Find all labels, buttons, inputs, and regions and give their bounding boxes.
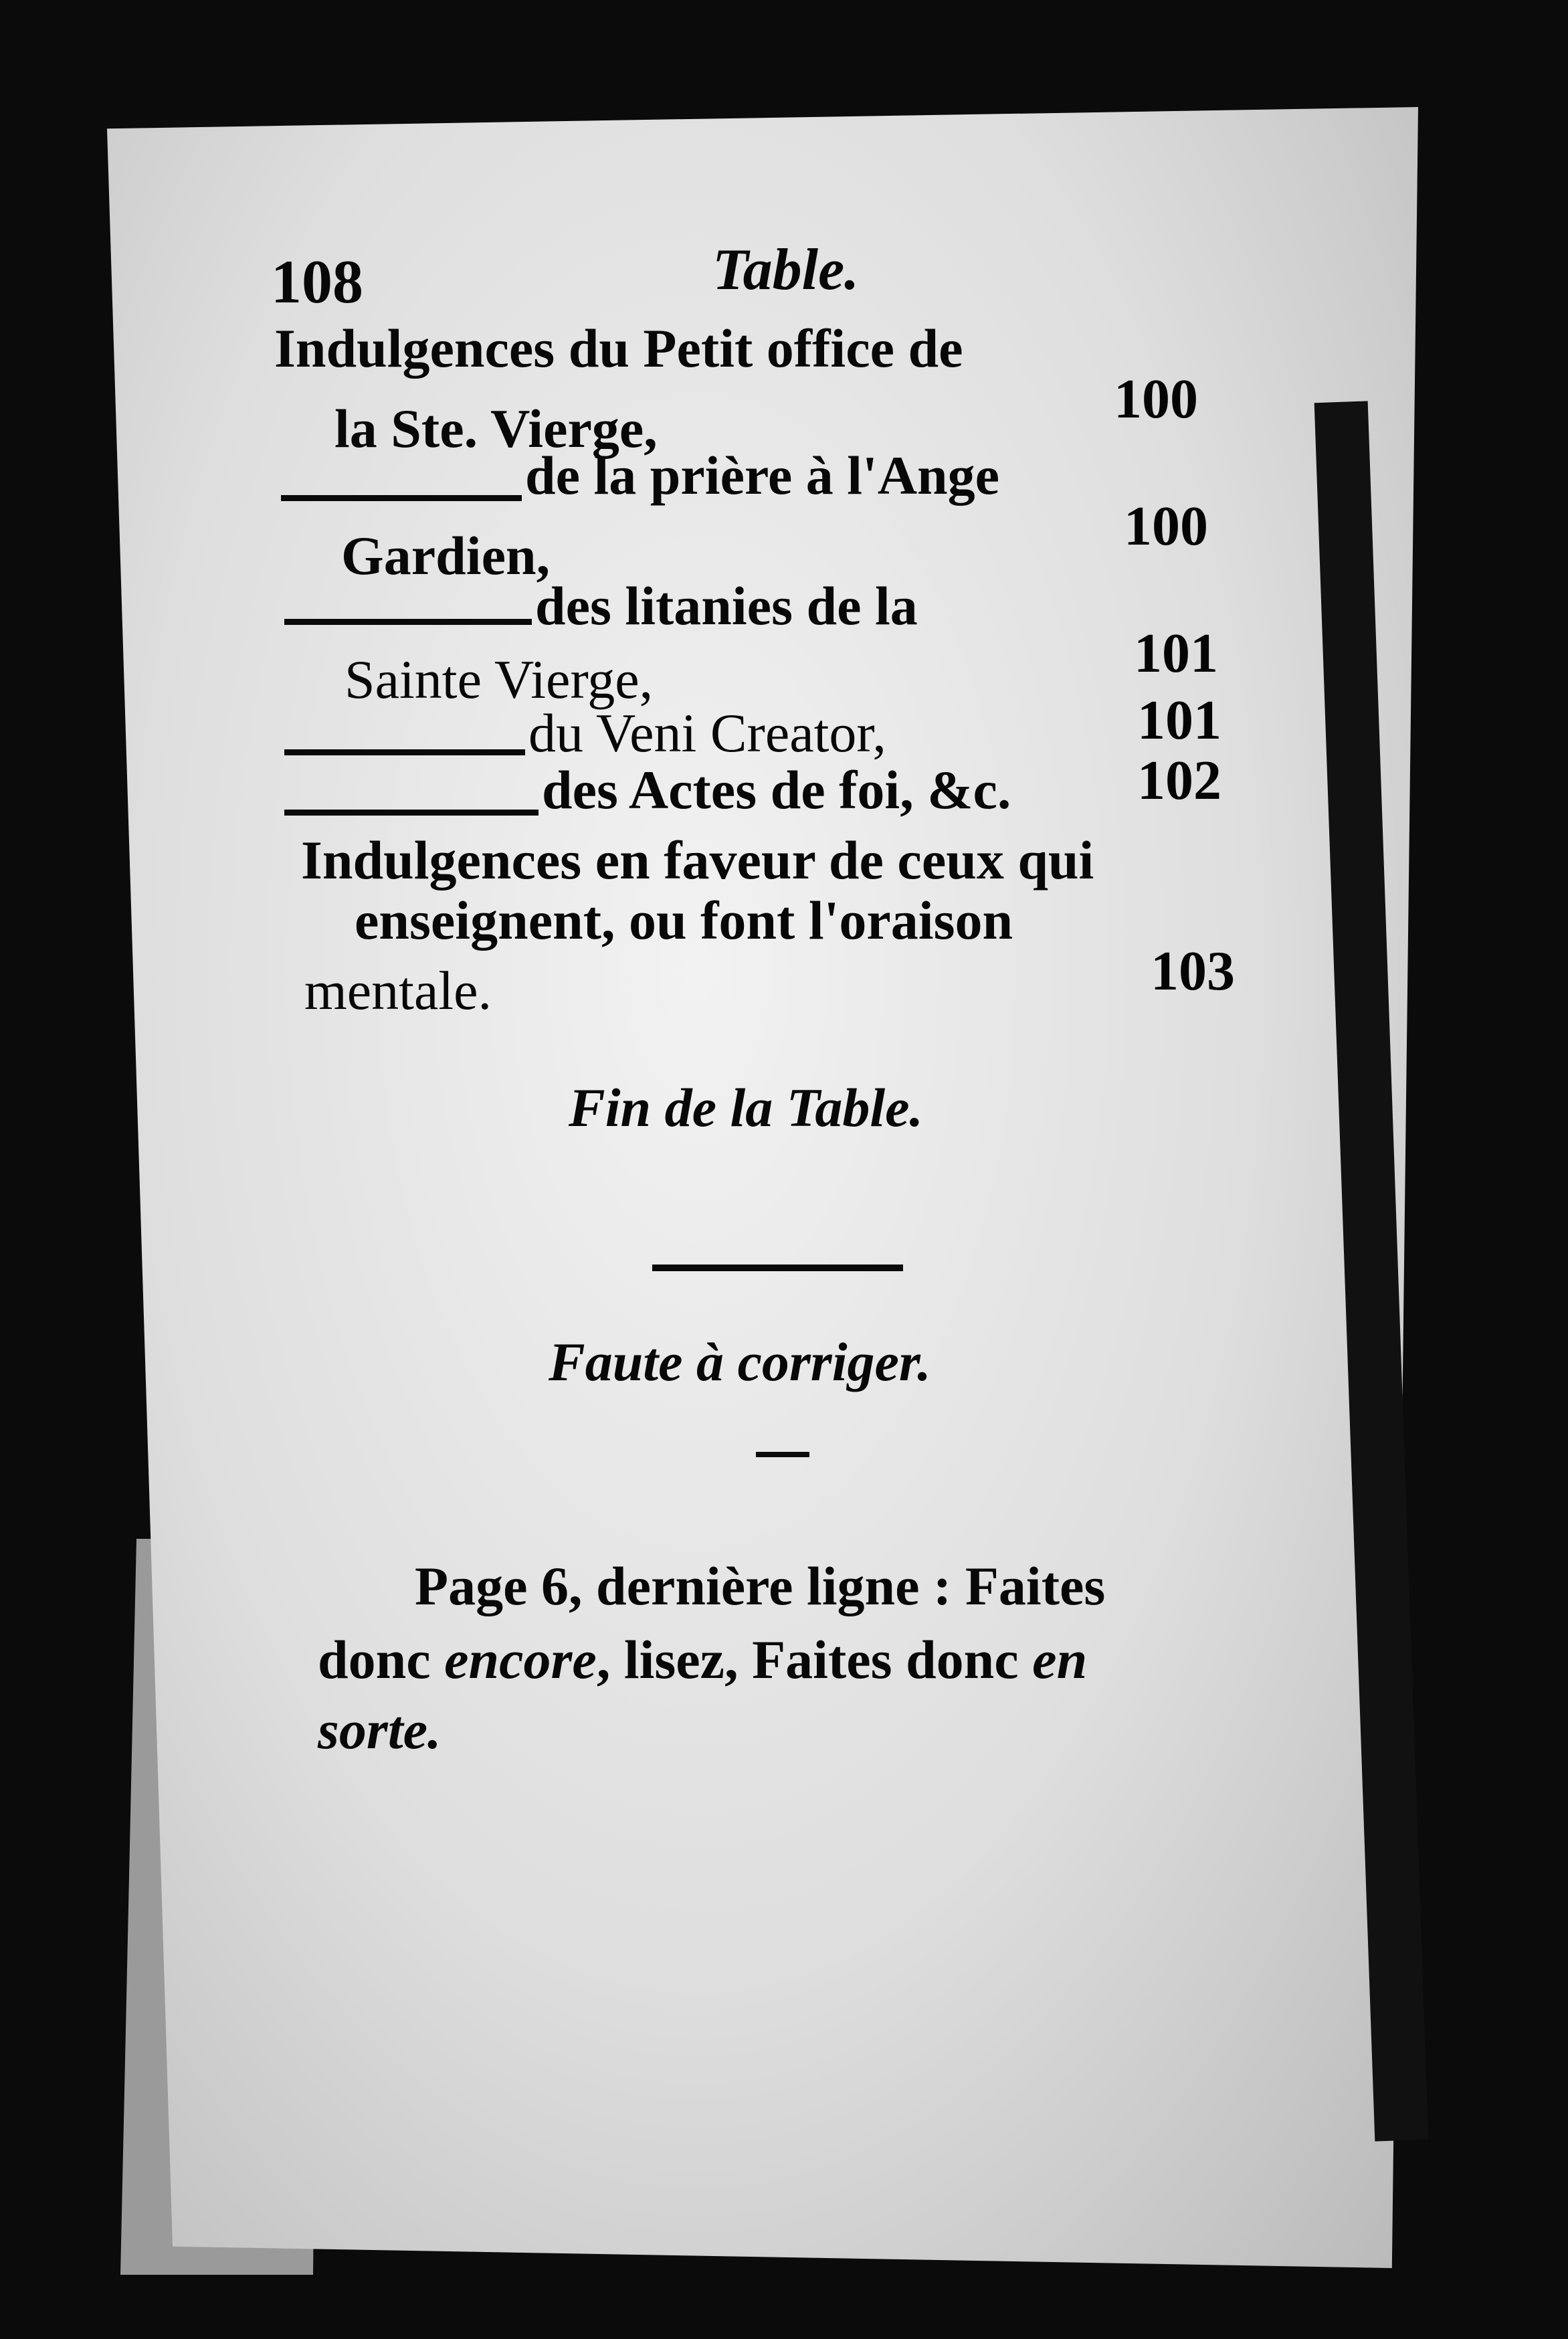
entry-6-line-3: mentale. xyxy=(304,960,492,1021)
errata-line-2 xyxy=(318,1629,1088,1690)
end-of-table-heading: Fin de la Table. xyxy=(569,1077,923,1138)
errata-line-2-b: encore xyxy=(444,1629,597,1690)
entry-2-line-1: de la prière à l'Ange xyxy=(525,445,1000,506)
entry-5-dash xyxy=(284,810,538,816)
errata-heading: Faute à corriger. xyxy=(549,1331,931,1392)
errata-short-rule xyxy=(756,1452,809,1457)
entry-3-line-2: Sainte Vierge, xyxy=(345,649,654,710)
entry-6-page: 103 xyxy=(1151,940,1235,1002)
entry-5-line-1: des Actes de foi, &c. xyxy=(542,759,1011,820)
separator-rule xyxy=(652,1265,903,1271)
entry-1-page: 100 xyxy=(1114,368,1198,430)
errata-line-3: sorte. xyxy=(318,1699,442,1760)
errata-line-2-d: en xyxy=(1032,1629,1088,1690)
entry-3-dash xyxy=(284,619,532,625)
entry-2-page: 100 xyxy=(1124,495,1208,557)
entry-4-dash xyxy=(284,749,525,755)
errata-line-2-a: donc xyxy=(318,1629,445,1690)
entry-4-line-1: du Veni Creator, xyxy=(528,703,886,763)
entry-3-line-1: des litanies de la xyxy=(535,575,918,636)
entry-6-line-1: Indulgences en faveur de ceux qui xyxy=(301,830,1094,891)
page-number: 108 xyxy=(271,248,363,316)
entry-5-page: 102 xyxy=(1137,749,1221,812)
entry-1-line-2: la Ste. Vierge, xyxy=(334,398,658,459)
page-title: Table. xyxy=(712,238,860,302)
entry-6-line-2: enseignent, ou font l'oraison xyxy=(355,890,1013,951)
entry-1-line-1: Indulgences du Petit office de xyxy=(274,318,963,379)
entry-4-page: 101 xyxy=(1137,689,1221,751)
errata-line-1: Page 6, dernière ligne : Faites xyxy=(415,1556,1106,1616)
entry-2-dash xyxy=(281,495,522,501)
errata-line-2-c: , lisez, Faites donc xyxy=(596,1629,1033,1690)
entry-3-page: 101 xyxy=(1134,622,1218,684)
entry-2-line-2: Gardien, xyxy=(341,525,551,586)
